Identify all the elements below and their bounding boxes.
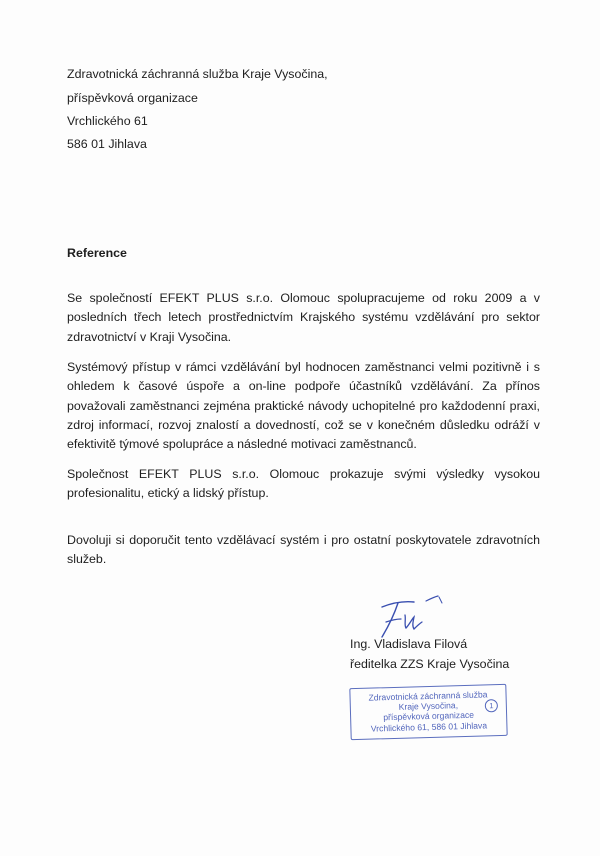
paragraph-evaluation: Systémový přístup v rámci vzdělávání byl hodnocen zaměstnanci velmi pozitivně i s ohledem k časové úspoře a on-line podpoře účastníků vzdělávání. Za přínos považovali zaměstnanci zejména praktické návody uchopitelné pro každodenní praxi, zdroj informací, rozvoj znalostí a dovedností, což se v konečném důsledku odráží v efektivitě týmové spolupráce a následné motivaci zaměstnanců. [67,360,540,452]
stamp-number-mark: 1 [485,699,498,712]
address-line: Vrchlického 61 [67,114,148,128]
paragraph-professionalism: Společnost EFEKT PLUS s.r.o. Olomouc prokazuje svými výsledky vysokou profesionalitu, etický a lidský přístup. [67,467,540,501]
address-line: Zdravotnická záchranná služba Kraje Vysočina, [67,67,328,81]
signatory-name: Ing. Vladislava Filová [350,637,468,651]
stamp-line: příspěvková organizace [383,710,475,723]
handwritten-signature-icon [368,593,463,641]
letter-heading: Reference [67,246,127,260]
address-line: 586 01 Jihlava [67,137,147,151]
stamp-line: Zdravotnická záchranná služba [368,689,488,703]
official-stamp [349,684,507,740]
signatory-title: ředitelka ZZS Kraje Vysočina [350,657,510,671]
paragraph-cooperation: Se společností EFEKT PLUS s.r.o. Olomouc spolupracujeme od roku 2009 a v posledních třech letech prostřednictvím Krajského systému vzdělávání pro sektor zdravotnictví v Kraji Vysočina. [67,291,540,344]
paragraph-recommendation: Dovoluji si doporučit tento vzdělávací systém i pro ostatní poskytovatele zdravotních služeb. [67,533,540,567]
stamp-line: Vrchlického 61, 586 01 Jihlava [370,719,488,734]
address-line: příspěvková organizace [67,91,198,105]
stamp-line: Kraje Vysočina, [398,700,459,713]
